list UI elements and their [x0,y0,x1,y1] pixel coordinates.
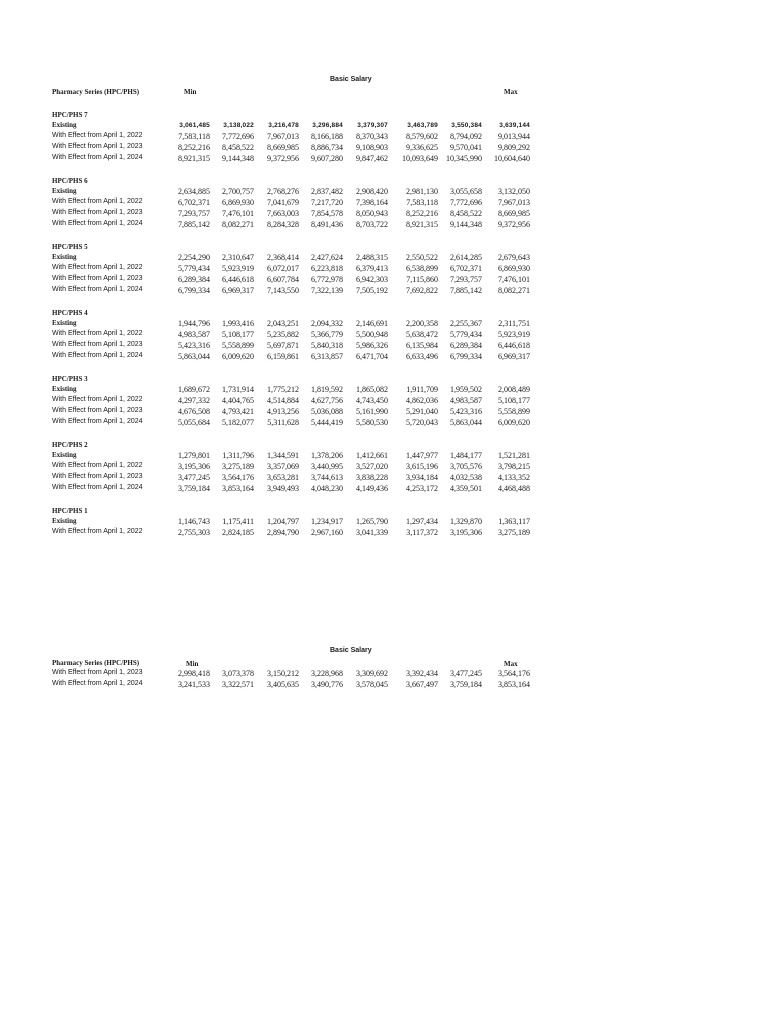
row-label: With Effect from April 1, 2023 [52,407,143,414]
salary-cell: 4,514,884 [267,396,299,405]
salary-cell: 6,009,620 [222,352,254,361]
salary-cell: 1,911,709 [406,385,438,394]
table-row [0,264,768,275]
salary-cell: 7,967,013 [498,198,530,207]
row-label: With Effect from April 1, 2024 [52,154,143,161]
table-row [0,187,768,198]
table-row [0,669,768,680]
row-label: Existing [52,319,77,327]
salary-cell: 8,669,985 [498,209,530,218]
salary-cell: 2,200,358 [406,319,438,328]
salary-cell: 5,986,326 [356,341,388,350]
salary-cell: 6,379,413 [356,264,388,273]
salary-cell: 5,638,472 [406,330,438,339]
group-heading: HPC/PHS 3 [52,375,88,383]
salary-cell: 4,468,488 [498,484,530,493]
salary-cell: 3,490,776 [311,680,343,689]
salary-cell: 6,969,317 [498,352,530,361]
salary-cell: 7,692,822 [406,286,438,295]
salary-cell: 2,094,332 [311,319,343,328]
table-row [0,385,768,396]
salary-cell: 5,182,077 [222,418,254,427]
salary-cell: 8,082,271 [222,220,254,229]
row-label: With Effect from April 1, 2022 [52,396,143,403]
salary-cell: 1,204,797 [267,517,299,526]
salary-cell: 9,372,956 [267,154,299,163]
salary-cell: 2,981,130 [406,187,438,196]
salary-cell: 2,755,303 [178,528,210,537]
salary-cell: 9,847,462 [356,154,388,163]
table-row [0,209,768,220]
salary-cell: 3,705,576 [450,462,482,471]
table-row [0,275,768,286]
salary-cell: 1,412,661 [356,451,388,460]
salary-cell: 5,779,434 [450,330,482,339]
row-label: Existing [52,121,77,129]
salary-cell: 2,427,624 [311,253,343,262]
salary-cell: 6,702,371 [178,198,210,207]
table1-series-label: Pharmacy Series (HPC/PHS) [52,88,140,96]
row-label: With Effect from April 1, 2023 [52,275,143,282]
group-heading: HPC/PHS 1 [52,507,88,515]
table-row [0,330,768,341]
salary-cell: 7,476,101 [222,209,254,218]
salary-cell: 4,862,036 [406,396,438,405]
salary-cell: 7,885,142 [450,286,482,295]
salary-cell: 3,357,069 [267,462,299,471]
salary-cell: 3,759,184 [450,680,482,689]
salary-cell: 1,175,411 [222,517,254,526]
salary-cell: 1,311,796 [222,451,254,460]
table-row [0,286,768,297]
group-heading: HPC/PHS 2 [52,441,88,449]
row-label: With Effect from April 1, 2023 [52,143,143,150]
salary-cell: 5,423,316 [450,407,482,416]
salary-cell: 3,405,635 [267,680,299,689]
salary-cell: 6,313,857 [311,352,343,361]
salary-cell: 3,138,022 [223,122,254,129]
salary-cell: 3,639,144 [499,122,530,129]
group-heading: HPC/PHS 5 [52,243,88,251]
salary-cell: 6,969,317 [222,286,254,295]
salary-cell: 3,527,020 [356,462,388,471]
salary-cell: 8,491,436 [311,220,343,229]
salary-cell: 5,720,043 [406,418,438,427]
salary-cell: 4,627,756 [311,396,343,405]
table-row [0,132,768,143]
salary-cell: 4,793,421 [222,407,254,416]
salary-cell: 3,477,245 [178,473,210,482]
salary-cell: 2,254,290 [178,253,210,262]
salary-cell: 4,297,332 [178,396,210,405]
salary-cell: 3,216,478 [268,122,299,129]
salary-cell: 9,144,348 [450,220,482,229]
salary-cell: 4,913,256 [267,407,299,416]
salary-cell: 5,311,628 [267,418,299,427]
salary-cell: 10,093,649 [402,154,438,163]
salary-cell: 3,853,164 [498,680,530,689]
table-row [0,396,768,407]
row-label: Existing [52,385,77,393]
salary-cell: 7,398,164 [356,198,388,207]
salary-cell: 8,458,522 [222,143,254,152]
table1-title: Basic Salary [330,76,372,83]
salary-cell: 1,329,870 [450,517,482,526]
salary-cell: 8,458,522 [450,209,482,218]
table-row [0,517,768,528]
table-row [0,121,768,132]
salary-cell: 3,055,658 [450,187,482,196]
salary-cell: 3,853,164 [222,484,254,493]
salary-cell: 7,967,013 [267,132,299,141]
table1-min-label: Min [184,88,197,96]
salary-cell: 2,255,367 [450,319,482,328]
salary-cell: 4,149,436 [356,484,388,493]
salary-cell: 1,819,592 [311,385,343,394]
salary-cell: 3,653,281 [267,473,299,482]
salary-cell: 8,050,943 [356,209,388,218]
salary-cell: 6,471,704 [356,352,388,361]
salary-cell: 3,275,189 [498,528,530,537]
salary-cell: 3,392,434 [406,669,438,678]
salary-cell: 7,115,860 [406,275,438,284]
table2-series-label: Pharmacy Series (HPC/PHS) [52,659,140,667]
salary-cell: 3,550,384 [451,122,482,129]
row-label: With Effect from April 1, 2024 [52,352,143,359]
salary-cell: 5,863,044 [450,418,482,427]
salary-cell: 7,885,142 [178,220,210,229]
salary-cell: 6,446,618 [498,341,530,350]
salary-cell: 1,484,177 [450,451,482,460]
table-row [0,680,768,691]
salary-cell: 7,143,550 [267,286,299,295]
salary-cell: 9,144,348 [222,154,254,163]
salary-cell: 5,235,882 [267,330,299,339]
salary-cell: 3,073,378 [222,669,254,678]
table-row [0,528,768,539]
salary-cell: 3,296,884 [312,122,343,129]
salary-cell: 5,923,919 [222,264,254,273]
salary-cell: 4,032,538 [450,473,482,482]
salary-cell: 5,863,044 [178,352,210,361]
salary-cell: 7,217,720 [311,198,343,207]
salary-cell: 2,008,489 [498,385,530,394]
salary-cell: 2,368,414 [267,253,299,262]
salary-cell: 8,703,722 [356,220,388,229]
salary-cell: 1,959,502 [450,385,482,394]
salary-cell: 5,779,434 [178,264,210,273]
salary-cell: 6,289,384 [178,275,210,284]
table-row [0,462,768,473]
table-row [0,143,768,154]
salary-cell: 3,440,995 [311,462,343,471]
salary-cell: 2,824,185 [222,528,254,537]
salary-cell: 2,768,276 [267,187,299,196]
salary-cell: 7,041,679 [267,198,299,207]
salary-cell: 6,159,861 [267,352,299,361]
row-label: With Effect from April 1, 2022 [52,264,143,271]
salary-cell: 1,993,416 [222,319,254,328]
salary-cell: 3,934,184 [406,473,438,482]
salary-cell: 6,009,620 [498,418,530,427]
salary-cell: 7,505,192 [356,286,388,295]
salary-cell: 8,579,602 [406,132,438,141]
row-label: Existing [52,517,77,525]
salary-cell: 1,521,281 [498,451,530,460]
salary-cell: 6,289,384 [450,341,482,350]
salary-cell: 8,669,985 [267,143,299,152]
salary-cell: 5,108,177 [498,396,530,405]
row-label: With Effect from April 1, 2024 [52,484,143,491]
salary-cell: 1,234,917 [311,517,343,526]
salary-cell: 2,634,885 [178,187,210,196]
salary-cell: 3,195,306 [450,528,482,537]
row-label: With Effect from April 1, 2022 [52,528,143,535]
row-label: With Effect from April 1, 2022 [52,330,143,337]
salary-cell: 2,488,315 [356,253,388,262]
salary-cell: 3,132,050 [498,187,530,196]
salary-cell: 3,228,968 [311,669,343,678]
salary-cell: 3,241,533 [178,680,210,689]
salary-cell: 2,894,790 [267,528,299,537]
salary-cell: 10,345,990 [446,154,482,163]
salary-cell: 6,633,496 [406,352,438,361]
salary-cell: 1,447,977 [406,451,438,460]
salary-cell: 1,363,117 [498,517,530,526]
salary-cell: 4,983,587 [450,396,482,405]
salary-cell: 1,775,212 [267,385,299,394]
salary-cell: 7,293,757 [178,209,210,218]
table-row [0,319,768,330]
salary-cell: 6,799,334 [450,352,482,361]
row-label: Existing [52,451,77,459]
salary-cell: 6,772,978 [311,275,343,284]
salary-cell: 8,370,343 [356,132,388,141]
salary-cell: 5,580,530 [356,418,388,427]
salary-cell: 3,615,196 [406,462,438,471]
salary-cell: 8,252,216 [406,209,438,218]
table2-min-label: Min [186,660,199,668]
salary-cell: 7,854,578 [311,209,343,218]
salary-cell: 8,252,216 [178,143,210,152]
row-label: With Effect from April 1, 2022 [52,462,143,469]
salary-cell: 9,372,956 [498,220,530,229]
salary-cell: 5,444,419 [311,418,343,427]
salary-cell: 8,886,734 [311,143,343,152]
salary-cell: 2,998,418 [178,669,210,678]
salary-cell: 2,550,522 [406,253,438,262]
row-label: Existing [52,187,77,195]
table-row [0,198,768,209]
salary-cell: 2,043,251 [267,319,299,328]
salary-cell: 3,564,176 [498,669,530,678]
salary-cell: 8,921,315 [178,154,210,163]
salary-cell: 5,366,779 [311,330,343,339]
salary-cell: 6,538,899 [406,264,438,273]
salary-cell: 3,117,372 [406,528,438,537]
salary-cell: 1,944,796 [178,319,210,328]
row-label: With Effect from April 1, 2023 [52,473,143,480]
salary-cell: 3,061,485 [179,122,210,129]
salary-cell: 3,379,307 [357,122,388,129]
salary-cell: 5,291,040 [406,407,438,416]
salary-cell: 3,309,692 [356,669,388,678]
salary-cell: 1,146,743 [178,517,210,526]
salary-cell: 1,731,914 [222,385,254,394]
salary-cell: 2,310,647 [222,253,254,262]
salary-cell: 7,476,101 [498,275,530,284]
salary-cell: 9,570,041 [450,143,482,152]
salary-cell: 9,607,280 [311,154,343,163]
table2-title: Basic Salary [330,647,372,654]
group-heading: HPC/PHS 4 [52,309,88,317]
salary-cell: 3,150,212 [267,669,299,678]
salary-cell: 5,055,684 [178,418,210,427]
salary-cell: 6,072,017 [267,264,299,273]
salary-cell: 4,676,508 [178,407,210,416]
salary-cell: 3,667,497 [406,680,438,689]
table-row [0,341,768,352]
salary-cell: 5,840,318 [311,341,343,350]
salary-cell: 3,275,189 [222,462,254,471]
row-label: With Effect from April 1, 2024 [52,220,143,227]
salary-cell: 3,195,306 [178,462,210,471]
salary-cell: 5,558,899 [498,407,530,416]
salary-cell: 6,942,303 [356,275,388,284]
row-label: With Effect from April 1, 2022 [52,132,143,139]
salary-cell: 5,500,948 [356,330,388,339]
table-row [0,407,768,418]
salary-cell: 3,759,184 [178,484,210,493]
table-row [0,451,768,462]
salary-cell: 10,604,640 [494,154,530,163]
salary-cell: 3,041,339 [356,528,388,537]
salary-cell: 3,744,613 [311,473,343,482]
salary-cell: 2,908,420 [356,187,388,196]
table-row [0,484,768,495]
salary-cell: 8,284,328 [267,220,299,229]
salary-cell: 2,311,751 [498,319,530,328]
salary-cell: 2,614,285 [450,253,482,262]
table-row [0,352,768,363]
salary-cell: 3,838,228 [356,473,388,482]
salary-cell: 4,404,765 [222,396,254,405]
salary-cell: 5,923,919 [498,330,530,339]
salary-cell: 6,869,930 [498,264,530,273]
salary-cell: 3,322,571 [222,680,254,689]
salary-cell: 6,799,334 [178,286,210,295]
row-label: With Effect from April 1, 2022 [52,198,143,205]
salary-cell: 9,336,625 [406,143,438,152]
salary-cell: 7,772,696 [222,132,254,141]
salary-cell: 7,772,696 [450,198,482,207]
table-row [0,154,768,165]
row-label: With Effect from April 1, 2024 [52,286,143,293]
salary-cell: 5,558,899 [222,341,254,350]
salary-cell: 2,679,643 [498,253,530,262]
salary-cell: 1,689,672 [178,385,210,394]
salary-cell: 7,583,118 [178,132,210,141]
row-label: With Effect from April 1, 2024 [52,680,143,687]
salary-cell: 3,578,045 [356,680,388,689]
row-label: With Effect from April 1, 2023 [52,209,143,216]
salary-cell: 1,378,206 [311,451,343,460]
salary-cell: 3,949,493 [267,484,299,493]
salary-cell: 9,809,292 [498,143,530,152]
salary-cell: 7,293,757 [450,275,482,284]
salary-cell: 8,082,271 [498,286,530,295]
row-label: With Effect from April 1, 2023 [52,341,143,348]
row-label: With Effect from April 1, 2024 [52,418,143,425]
salary-cell: 6,135,984 [406,341,438,350]
row-label: With Effect from April 1, 2023 [52,669,143,676]
salary-cell: 5,697,871 [267,341,299,350]
salary-cell: 2,967,160 [311,528,343,537]
table-row [0,253,768,264]
salary-cell: 3,463,789 [407,122,438,129]
salary-cell: 1,297,434 [406,517,438,526]
salary-cell: 3,798,215 [498,462,530,471]
salary-cell: 2,837,482 [311,187,343,196]
salary-cell: 5,423,316 [178,341,210,350]
salary-cell: 1,279,801 [178,451,210,460]
salary-cell: 6,607,784 [267,275,299,284]
salary-cell: 4,359,501 [450,484,482,493]
salary-cell: 9,013,944 [498,132,530,141]
group-heading: HPC/PHS 7 [52,111,88,119]
salary-cell: 8,794,092 [450,132,482,141]
salary-cell: 4,743,450 [356,396,388,405]
table1-max-label: Max [504,88,518,96]
salary-cell: 2,146,691 [356,319,388,328]
salary-cell: 4,133,352 [498,473,530,482]
salary-cell: 6,702,371 [450,264,482,273]
salary-cell: 1,344,591 [267,451,299,460]
salary-cell: 3,564,176 [222,473,254,482]
salary-cell: 4,983,587 [178,330,210,339]
table-row [0,220,768,231]
salary-cell: 9,108,903 [356,143,388,152]
salary-cell: 1,865,082 [356,385,388,394]
salary-cell: 4,253,172 [406,484,438,493]
salary-cell: 6,869,930 [222,198,254,207]
salary-cell: 5,108,177 [222,330,254,339]
salary-cell: 7,663,003 [267,209,299,218]
salary-cell: 4,048,230 [311,484,343,493]
salary-cell: 2,700,757 [222,187,254,196]
salary-cell: 7,583,118 [406,198,438,207]
salary-cell: 8,166,188 [311,132,343,141]
table-row [0,418,768,429]
row-label: Existing [52,253,77,261]
salary-cell: 6,446,618 [222,275,254,284]
group-heading: HPC/PHS 6 [52,177,88,185]
salary-cell: 7,322,139 [311,286,343,295]
salary-cell: 3,477,245 [450,669,482,678]
salary-cell: 1,265,790 [356,517,388,526]
salary-cell: 8,921,315 [406,220,438,229]
table-row [0,473,768,484]
salary-cell: 5,036,088 [311,407,343,416]
salary-cell: 6,223,818 [311,264,343,273]
table2-max-label: Max [504,660,518,668]
salary-cell: 5,161,990 [356,407,388,416]
